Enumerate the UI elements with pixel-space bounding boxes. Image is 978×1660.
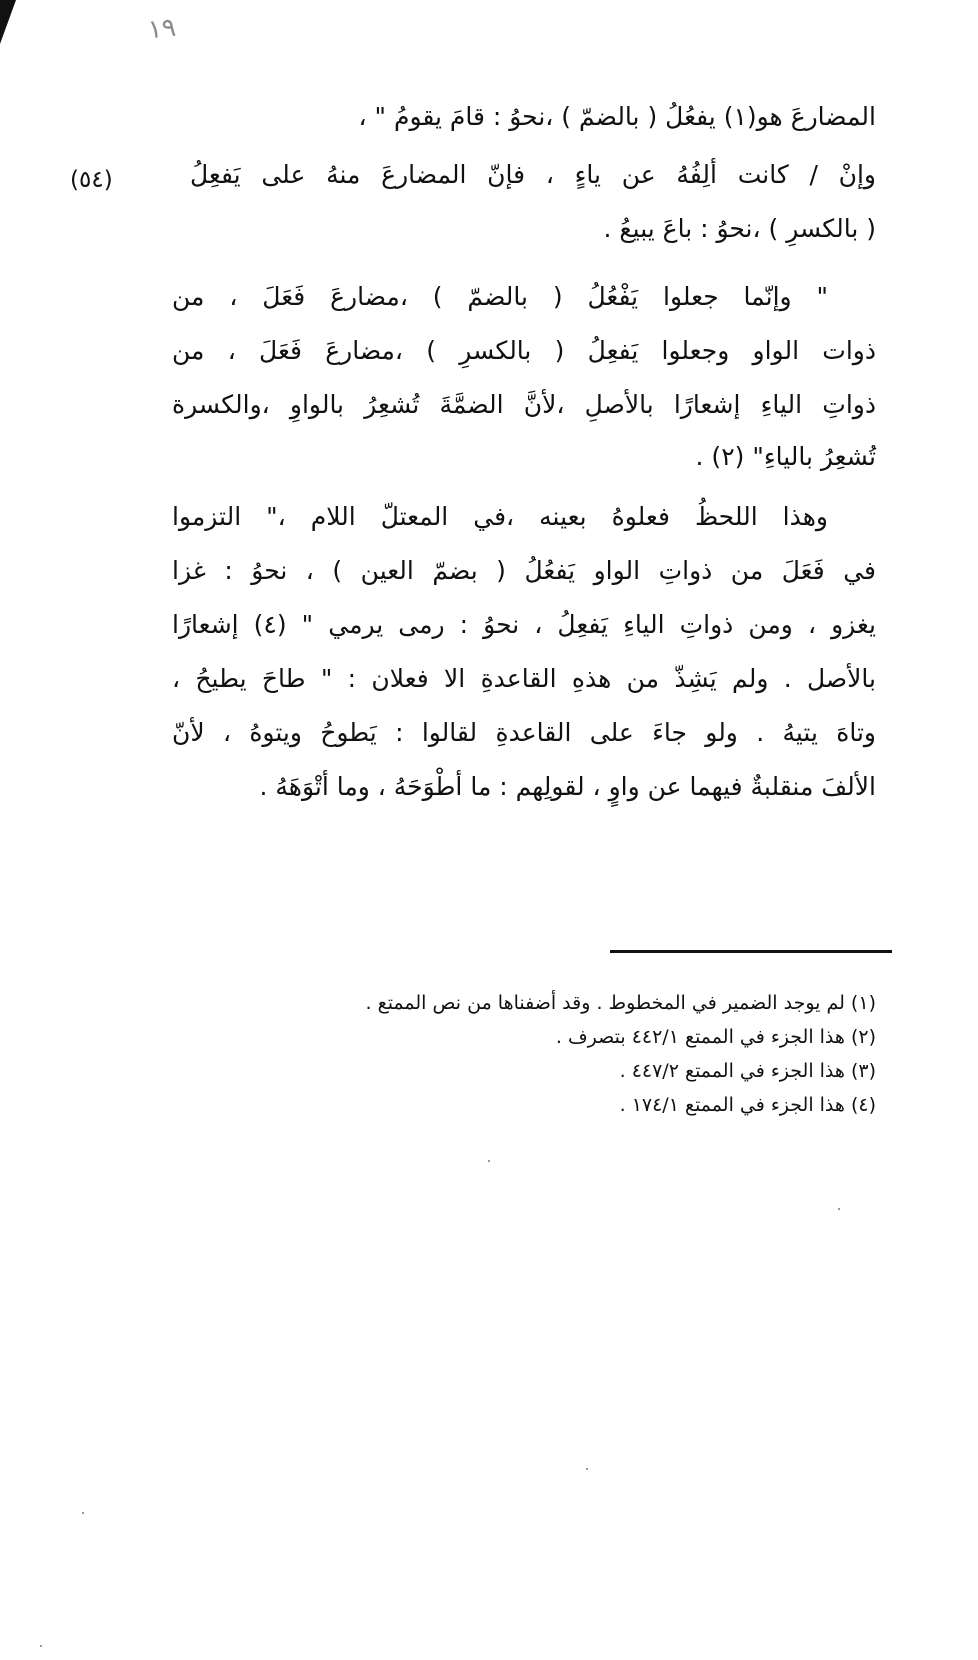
paragraph-3-line-2: في فَعَلَ من ذواتِ الواو يَفعُلُ ( بضمّ العين ) ، نحوُ : غزا <box>172 556 876 585</box>
paragraph-3-line-6: الألفَ منقلبةٌ فيهما عن واوٍ ، لقولِهم : ما أطْوَحَهُ ، وما أتْوَهَهُ . <box>259 772 876 801</box>
footnote-2: (٢) هذا الجزء في الممتع ٤٤٢/١ بتصرف . <box>555 1026 876 1048</box>
scan-speck <box>586 1468 588 1470</box>
paragraph-1-line-2: وإنْ / كانت ألِفُهُ عن ياءٍ ، فإنّ المضارعَ منهُ على يَفعِلُ <box>190 160 876 189</box>
footnote-3: (٣) هذا الجزء في الممتع ٤٤٧/٢ . <box>619 1060 876 1082</box>
paragraph-3-line-1: وهذا اللحظُ فعلوهُ بعينه ،في المعتلّ اللام ،" التزموا <box>172 502 828 531</box>
margin-page-marker: (٥٤) <box>70 167 113 193</box>
footnote-4: (٤) هذا الجزء في الممتع ١٧٤/١ . <box>619 1094 876 1116</box>
paragraph-2-line-2: ذوات الواو وجعلوا يَفعِلُ ( بالكسرِ ) ،مضارعَ فَعَلَ ، من <box>172 336 876 365</box>
paragraph-3-line-5: وتاهَ يتيهُ . ولو جاءَ على القاعدةِ لقالوا : يَطوحُ ويتوهُ ، لأنّ <box>172 718 876 747</box>
scan-speck <box>82 1512 84 1514</box>
paragraph-3-line-3: يغزو ، ومن ذواتِ الياءِ يَفعِلُ ، نحوُ : رمى يرمي " (٤) إشعارًا <box>172 610 876 639</box>
footnote-1: (١) لم يوجد الضمير في المخطوط . وقد أضفناها من نص الممتع . <box>365 992 876 1014</box>
scan-speck <box>838 1208 840 1210</box>
page-number: ١٩ <box>146 12 178 46</box>
paragraph-2-line-3: ذواتِ الياءِ إشعارًا بالأصلِ ،لأنَّ الضمَّةَ تُشعِرُ بالواوِ ،والكسرة <box>172 390 876 419</box>
paragraph-1-line-1: المضارعَ هو(١) يفعُلُ ( بالضمّ ) ،نحوُ : قامَ يقومُ " ، <box>358 102 876 131</box>
scan-speck <box>488 1160 490 1162</box>
footnote-separator <box>610 950 892 953</box>
scan-corner-mark <box>0 0 16 44</box>
scan-speck <box>40 1645 42 1647</box>
paragraph-1-line-3: ( بالكسرِ ) ،نحوُ : باعَ يبيعُ . <box>603 214 876 243</box>
paragraph-2-line-4: تُشعِرُ بالياءِ" (٢) . <box>695 442 876 471</box>
paragraph-3-line-4: بالأصل . ولم يَشِذّ من هذهِ القاعدةِ الا فعلان : " طاحَ يطيحُ ، <box>172 664 876 693</box>
paragraph-2-line-1: " وإنّما جعلوا يَفْعُلُ ( بالضمّ ) ،مضارعَ فَعَلَ ، من <box>172 282 828 311</box>
